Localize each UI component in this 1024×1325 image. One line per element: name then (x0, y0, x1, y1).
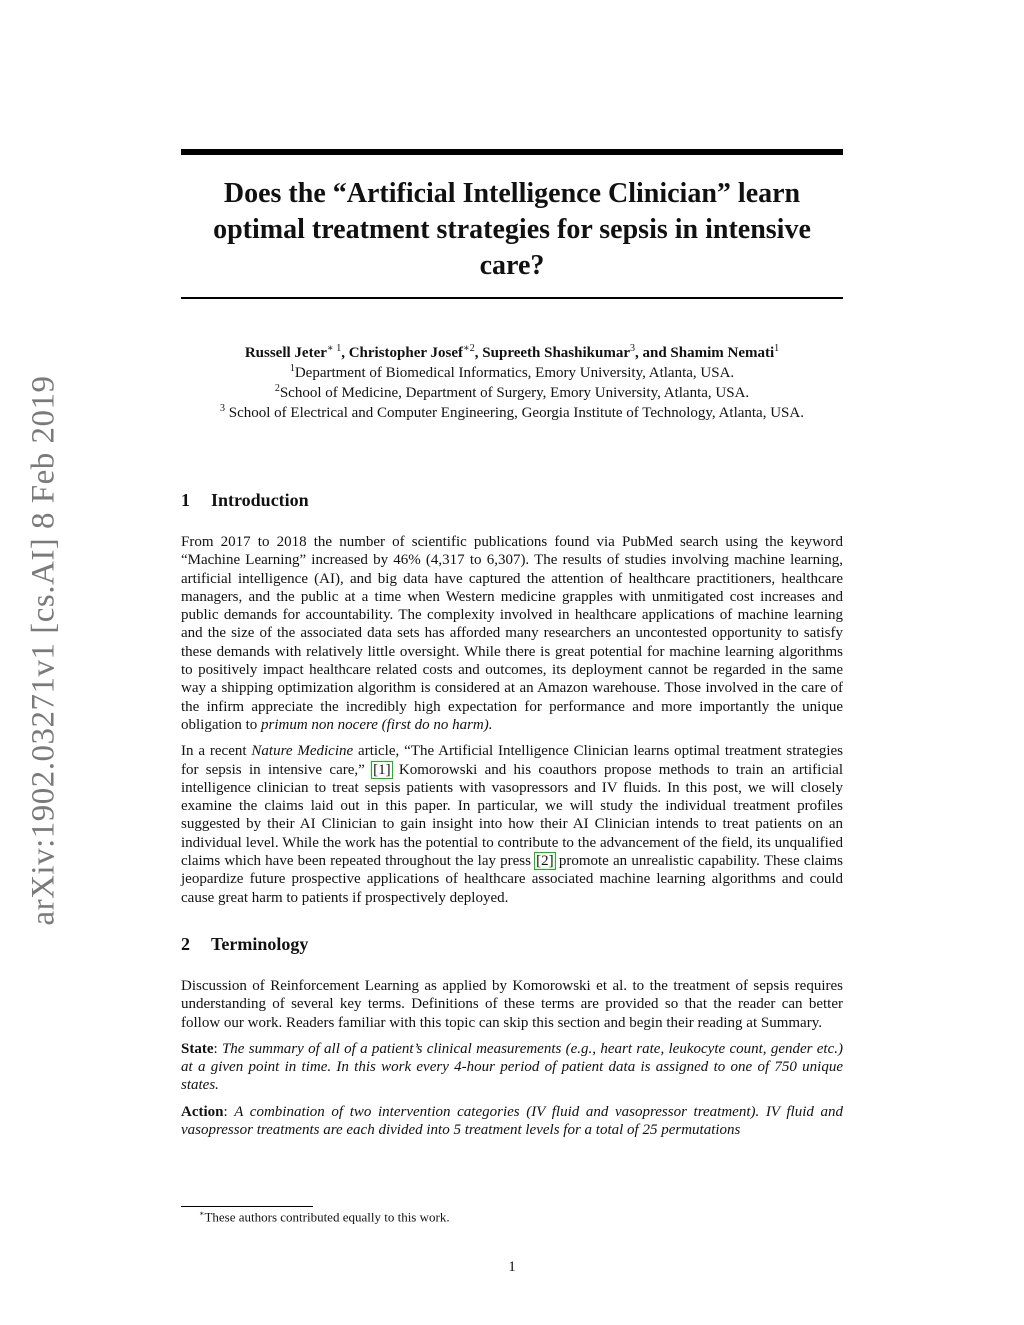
section-title: Introduction (211, 490, 309, 510)
definition-term: State (181, 1040, 214, 1057)
paragraph: Discussion of Reinforcement Learning as applied by Komorowski et al. to the treatment of sepsis requires understanding of several key terms. Definitions of these terms are provided so that the reader can better follow our work. Readers familiar with this topic can skip this section and begin their reading at Summary. (181, 977, 843, 1031)
arxiv-identifier: arXiv:1902.03271v1 [cs.AI] 8 Feb 2019 (25, 374, 62, 926)
author-marker: ∗2 (463, 343, 475, 354)
author-name: Shamim Nemati (670, 345, 775, 361)
definition-text: A combination of two intervention categories (IV fluid and vasopressor treatment). IV fluid and vasopressor treatments are each divided into 5 treatment levels for a total of 25 permutations (181, 1103, 843, 1139)
definition-state: State: The summary of all of a patient’s clinical measurements (e.g., heart rate, leukocyte count, gender etc.) at a given point in time. In this work every 4-hour period of patient data is assigned to one of 750 unique states. (181, 1040, 843, 1094)
paragraph (181, 533, 843, 734)
affiliation (150, 363, 874, 383)
citation-link[interactable]: [1] (373, 761, 391, 778)
paragraph-text: Komorowski and his coauthors propose methods to train an artificial intelligence clinician to treat sepsis patients with vasopressors and IV fluids. In this post, we will closely examine the claims laid out in this paper. In particular, we will study the individual treatment profiles suggested by their AI Clinician to gain insight into how their AI Clinician intends to treat patients on an individual level. While the work has the potential to contribute to the advancement of the field, its unqualified claims which have been repeated throughout the lay press (181, 761, 843, 870)
author-separator: , (341, 345, 349, 361)
title-bottom-rule (181, 297, 843, 299)
journal-name: Nature Medicine (251, 743, 354, 760)
author-name: Supreeth Shashikumar (482, 345, 630, 361)
footnote-text: These authors contributed equally to this work. (204, 1209, 450, 1225)
paper-body (181, 489, 843, 1147)
affiliation-text: School of Medicine, Department of Surgery, Emory University, Atlanta, USA. (279, 385, 750, 401)
paragraph (181, 742, 843, 907)
author-separator: , and (634, 345, 671, 361)
author-block (150, 343, 874, 423)
latin-phrase: primum non nocere (first do no harm). (261, 716, 493, 733)
affiliation (150, 403, 874, 423)
footnote-marker: ∗ (199, 1209, 205, 1218)
section-title: Terminology (211, 933, 309, 954)
affiliation-text: Department of Biomedical Informatics, Emory University, Atlanta, USA. (294, 365, 735, 381)
definition-text: The summary of all of a patient’s clinical measurements (e.g., heart rate, leukocyte count, gender etc.) at a given point in time. In this work every 4-hour period of patient data is assigned to one of 750 unique states. (181, 1040, 843, 1094)
author-list (150, 343, 874, 363)
affiliation-marker: 3 (220, 403, 226, 414)
definition-action: Action: A combination of two intervention categories (IV fluid and vasopressor treatment). IV fluid and vasopressor treatments are each divided into 5 treatment levels for a total of 25 permutations (181, 1103, 843, 1139)
section-heading-terminology (181, 933, 843, 955)
paragraph-text: In a recent (181, 743, 252, 760)
author-name: Russell Jeter (244, 345, 327, 361)
footnote (199, 1209, 450, 1225)
arxiv-sidebar-stamp (14, 370, 74, 930)
affiliation-marker: 1 (289, 363, 295, 374)
author-name: Christopher Josef (348, 345, 463, 361)
author-marker: ∗ 1 (326, 343, 342, 354)
definition-term: Action (181, 1103, 224, 1120)
section-number: 1 (181, 490, 190, 510)
paragraph-text: From 2017 to 2018 the number of scientific publications found via PubMed search using the keyword “Machine Learning” increased by 46% (4,317 to 6,307). The results of studies involving machine learning, artificial intelligence (AI), and big data have captured the attention of healthcare practitioners, healthcare managers, and the public at a time when Western medicine grapples with unmitigated cost increases and public demands for accountability. The complexity involved in healthcare applications of machine learning and the size of the associated data sets has afforded many researchers an uncontested opportunity to satisfy these demands with relatively little oversight. While there is great potential for machine learning algorithms to positively impact healthcare related costs and outcomes, its deployment cannot be regarded in the same way a shipping optimization algorithm is considered at an Amazon warehouse. Those involved in the care of the infirm appreciate the incredibly high expectation for performance and more importantly the unique obligation to (181, 534, 843, 733)
section-heading-introduction (181, 489, 843, 511)
title-top-rule (181, 149, 843, 155)
author-marker: 3 (629, 343, 635, 354)
author-separator: , (474, 345, 483, 361)
footnote-rule (181, 1206, 313, 1207)
paragraph-text: promote an unrealistic capability. These claims jeopardize future prospective applications of healthcare associated machine learning algorithms and could cause great harm to patients if prospectively deployed. (181, 853, 843, 906)
paragraph-text: article, “The Artificial Intelligence Clinician learns optimal treatment strategies for sepsis in intensive care,” (181, 743, 843, 778)
citation-link[interactable]: [2] (536, 853, 554, 870)
section-number: 2 (181, 933, 190, 954)
affiliation-text: School of Electrical and Computer Engineering, Georgia Institute of Technology, Atlanta, USA. (225, 405, 804, 421)
affiliation (150, 383, 874, 403)
page-number: 1 (508, 1259, 516, 1275)
author-marker: 1 (774, 343, 780, 354)
paper-title: Does the “Artificial Intelligence Clinician” learn optimal treatment strategies for sepsis in intensive care? (213, 178, 811, 281)
affiliation-marker: 2 (274, 383, 280, 394)
